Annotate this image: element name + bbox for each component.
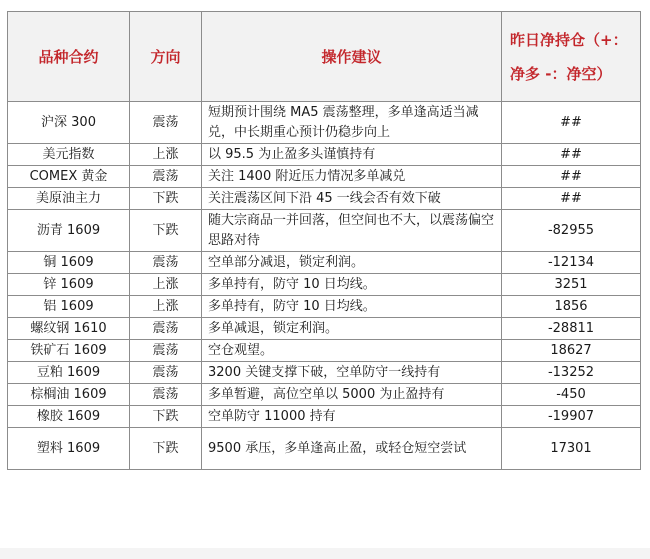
cell-name: 沥青 1609	[8, 210, 130, 252]
table-row	[8, 340, 641, 362]
cell-direction: 上涨	[130, 296, 202, 318]
cell-position: -13252	[502, 362, 641, 384]
table-row	[8, 296, 641, 318]
cell-position: ##	[502, 188, 641, 210]
cell-direction: 下跌	[130, 428, 202, 470]
cell-name: 棕榈油 1609	[8, 384, 130, 406]
cell-advice: 以 95.5 为止盈多头谨慎持有	[202, 144, 502, 166]
cell-advice: 多单减退，锁定利润。	[202, 318, 502, 340]
table-row	[8, 102, 641, 144]
cell-name: 沪深 300	[8, 102, 130, 144]
table-row	[8, 166, 641, 188]
cell-advice: 空仓观望。	[202, 340, 502, 362]
cell-name: 铝 1609	[8, 296, 130, 318]
cell-position: ##	[502, 144, 641, 166]
cell-direction: 上涨	[130, 144, 202, 166]
table-row	[8, 144, 641, 166]
futures-advice-table	[7, 11, 641, 470]
cell-direction: 震荡	[130, 252, 202, 274]
cell-advice: 短期预计围绕 MA5 震荡整理，多单逢高适当减兑，中长期重心预计仍稳步向上	[202, 102, 502, 144]
cell-position: 17301	[502, 428, 641, 470]
cell-advice: 多单持有，防守 10 日均线。	[202, 296, 502, 318]
table-row	[8, 318, 641, 340]
table-row	[8, 406, 641, 428]
header-position: 昨日净持仓（+：净多 -：净空）	[502, 12, 641, 102]
cell-name: 锌 1609	[8, 274, 130, 296]
table-row	[8, 274, 641, 296]
cell-position: ##	[502, 102, 641, 144]
cell-name: COMEX 黄金	[8, 166, 130, 188]
cell-name: 美元指数	[8, 144, 130, 166]
cell-position: 3251	[502, 274, 641, 296]
header-advice: 操作建议	[202, 12, 502, 102]
cell-direction: 震荡	[130, 318, 202, 340]
cell-position: -82955	[502, 210, 641, 252]
cell-name: 美原油主力	[8, 188, 130, 210]
cell-advice: 多单持有，防守 10 日均线。	[202, 274, 502, 296]
cell-direction: 震荡	[130, 166, 202, 188]
cell-advice: 空单部分减退，锁定利润。	[202, 252, 502, 274]
table-row	[8, 428, 641, 470]
cell-position: -450	[502, 384, 641, 406]
cell-advice: 关注震荡区间下沿 45 一线会否有效下破	[202, 188, 502, 210]
page-footer-strip	[0, 548, 650, 559]
cell-direction: 震荡	[130, 340, 202, 362]
cell-position: 18627	[502, 340, 641, 362]
cell-direction: 下跌	[130, 188, 202, 210]
cell-name: 螺纹钢 1610	[8, 318, 130, 340]
cell-advice: 空单防守 11000 持有	[202, 406, 502, 428]
cell-direction: 下跌	[130, 210, 202, 252]
cell-direction: 震荡	[130, 362, 202, 384]
cell-advice: 多单暂避，高位空单以 5000 为止盈持有	[202, 384, 502, 406]
cell-advice: 3200 关键支撑下破，空单防守一线持有	[202, 362, 502, 384]
table-row	[8, 210, 641, 252]
cell-direction: 上涨	[130, 274, 202, 296]
cell-position: -28811	[502, 318, 641, 340]
cell-name: 橡胶 1609	[8, 406, 130, 428]
cell-advice: 关注 1400 附近压力情况多单减兑	[202, 166, 502, 188]
cell-direction: 下跌	[130, 406, 202, 428]
cell-direction: 震荡	[130, 102, 202, 144]
cell-position: ##	[502, 166, 641, 188]
header-direction: 方向	[130, 12, 202, 102]
cell-name: 塑料 1609	[8, 428, 130, 470]
table-row	[8, 252, 641, 274]
header-variety: 品种合约	[8, 12, 130, 102]
cell-name: 豆粕 1609	[8, 362, 130, 384]
header-row	[8, 12, 641, 102]
table-row	[8, 384, 641, 406]
cell-name: 铜 1609	[8, 252, 130, 274]
cell-position: -12134	[502, 252, 641, 274]
table-row	[8, 188, 641, 210]
table-row	[8, 362, 641, 384]
cell-advice: 9500 承压，多单逢高止盈，或轻仓短空尝试	[202, 428, 502, 470]
cell-direction: 震荡	[130, 384, 202, 406]
cell-advice: 随大宗商品一并回落，但空间也不大，以震荡偏空思路对待	[202, 210, 502, 252]
cell-position: -19907	[502, 406, 641, 428]
cell-name: 铁矿石 1609	[8, 340, 130, 362]
cropped-heading	[24, 0, 28, 5]
cell-position: 1856	[502, 296, 641, 318]
